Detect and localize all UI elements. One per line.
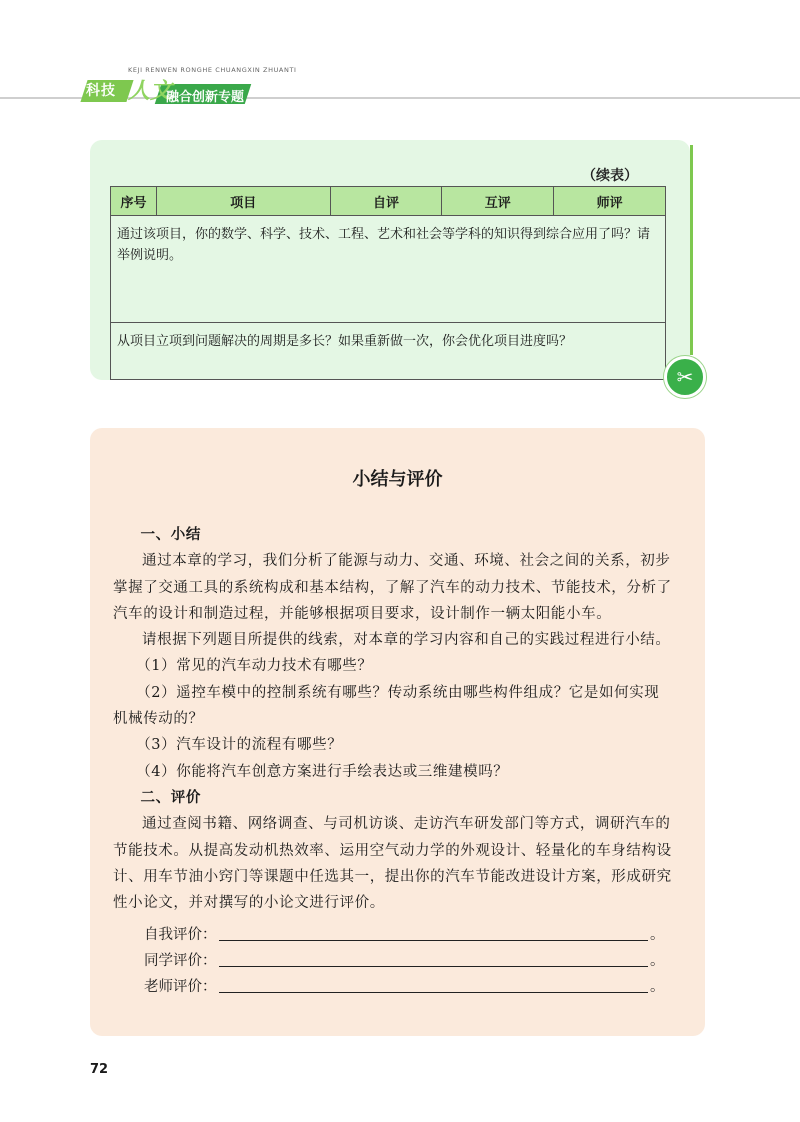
header-brand-ren: 人文 — [128, 79, 173, 104]
summary-instruction: 请根据下列题目所提供的线索，对本章的学习内容和自己的实践过程进行小结。 — [142, 632, 671, 649]
header-pinyin: KEJI RENWEN RONGHE CHUANGXIN ZHUANTI — [128, 66, 297, 74]
section-heading-summary: 一、小结 — [140, 526, 201, 543]
table-row — [111, 216, 666, 323]
self-evaluation-line[interactable] — [144, 920, 664, 944]
line-end-mark: 。 — [650, 953, 665, 969]
section-heading-evaluation: 二、评价 — [140, 788, 201, 806]
table-continued-label: （续表） — [582, 168, 638, 184]
question-item: （1）常见的汽车动力技术有哪些？ — [136, 658, 373, 675]
col-header-index: 序号 — [111, 187, 157, 216]
teacher-evaluation-blank[interactable] — [219, 976, 649, 993]
line-end-mark: 。 — [650, 927, 665, 943]
panel-accent-bar — [690, 145, 693, 355]
col-header-item: 项目 — [156, 187, 330, 216]
tools-icon: ✂ — [664, 356, 706, 398]
summary-paragraph: 通过本章的学习，我们分析了能源与动力、交通、环境、社会之间的关系，初步掌握了交通工具的系统构成和基本结构，了解了汽车的动力技术、节能技术，分析了汽车的设计和制造过程，并能够根据项目要求，设计制作一辆太阳能小车。 — [113, 553, 672, 622]
evaluation-paragraph: 通过查阅书籍、网络调查、与司机访谈、走访汽车研发部门等方式，调研汽车的节能技术。从提高发动机热效率、运用空气动力学的外观设计、轻量化的车身结构设计、用车节油小窍门等课题中任选其一，提出你的汽车节能改进设计方案，形成研究性小论文，并对撰写的小论文进行评价。 — [113, 816, 672, 912]
table-row-question: 通过该项目，你的数学、科学、技术、工程、艺术和社会等学科的知识得到综合应用了吗？请举例说明。 — [111, 216, 666, 323]
evaluation-table — [110, 186, 666, 380]
table-header-row — [111, 187, 666, 216]
col-header-peer: 互评 — [442, 187, 554, 216]
summary-title: 小结与评价 — [352, 469, 443, 490]
col-header-self: 自评 — [330, 187, 442, 216]
table-row — [111, 323, 666, 380]
self-evaluation-label: 自我评价： — [144, 927, 217, 943]
header-series-title: 融合创新专题 — [166, 90, 245, 105]
question-item: （3）汽车设计的流程有哪些？ — [136, 737, 343, 754]
col-header-teacher: 师评 — [554, 187, 666, 216]
self-evaluation-blank[interactable] — [219, 924, 649, 941]
header-brand-ke: 科技 — [86, 83, 116, 99]
question-item: （4）你能将汽车创意方案进行手绘表达或三维建模吗？ — [136, 763, 509, 780]
peer-evaluation-label: 同学评价： — [144, 953, 217, 969]
table-row-question: 从项目立项到问题解决的周期是多长？如果重新做一次，你会优化项目进度吗？ — [111, 323, 666, 380]
peer-evaluation-blank[interactable] — [219, 950, 649, 967]
question-item: （2）遥控车模中的控制系统有哪些？传动系统由哪些构件组成？它是如何实现机械传动的？ — [113, 684, 660, 728]
line-end-mark: 。 — [650, 979, 665, 995]
page-number: 72 — [90, 1062, 109, 1077]
summary-body — [113, 522, 673, 916]
teacher-evaluation-line[interactable] — [144, 972, 664, 996]
peer-evaluation-line[interactable] — [144, 946, 664, 970]
teacher-evaluation-label: 老师评价： — [144, 979, 217, 995]
